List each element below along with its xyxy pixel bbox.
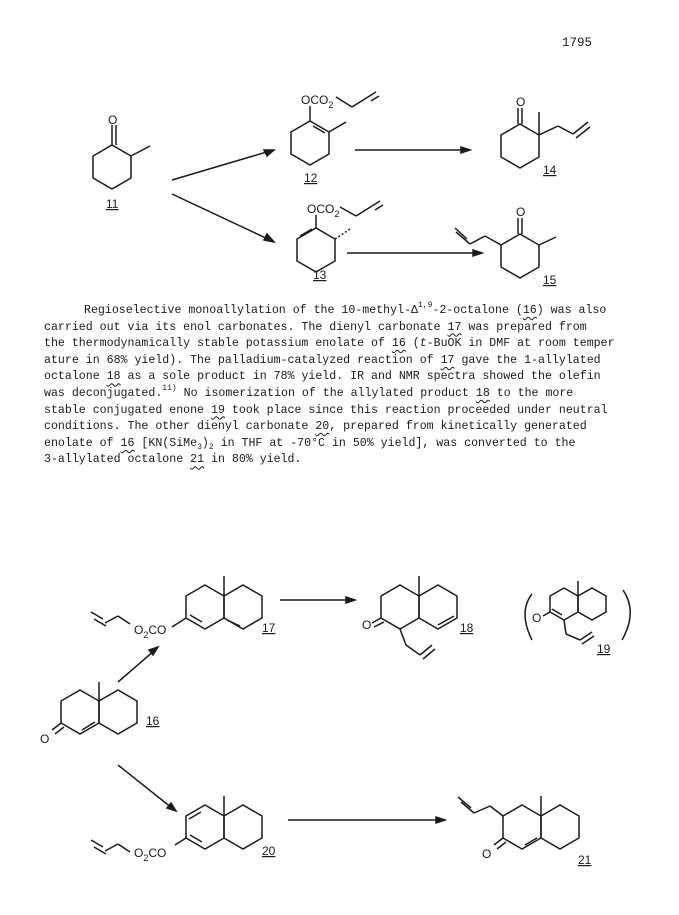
oxo-label-18: O <box>362 618 372 632</box>
oxo-label-14: O <box>516 95 526 109</box>
compound-label-12: 12 <box>304 171 318 185</box>
structure-11 <box>93 125 150 189</box>
structure-20 <box>91 796 262 854</box>
text-line-4: ature in 68% yield). The palladium-catalyzed reaction of 17 gave the 1-allylated <box>44 353 601 367</box>
ester-group-20: $O_2CO$ <box>134 846 167 863</box>
text-line-6: was deconjugated.$^{11)}$ No isomerization of the allylated product 18 to the more <box>44 383 574 400</box>
compound-label-14: 14 <box>543 163 557 177</box>
oxo-label-15: O <box>516 205 526 219</box>
page-number: 1795 <box>562 36 593 50</box>
structure-21 <box>458 796 579 849</box>
oxo-label: O <box>108 113 118 127</box>
text-line-3: the thermodynamically stable potassium enolate of 16 (t-BuOK in DMF at room temper <box>44 337 615 351</box>
reaction-arrows-scheme-2 <box>118 597 445 823</box>
compound-label-21: 21 <box>578 853 592 867</box>
structure-18 <box>372 576 457 659</box>
text-line-9: enolate of 16 [$KN(SiMe_3)_2$ in THF at -70°C in 50% yield], was converted to the <box>44 436 576 452</box>
text-line-8: conditions. The other dienyl carbonate 20, prepared from kinetically generated <box>44 420 587 434</box>
compound-label-17: 17 <box>262 621 276 635</box>
scheme-2 <box>0 560 679 900</box>
text-line-10: 3-allylated octalone 21 in 80% yield. <box>44 453 302 467</box>
scheme-1 <box>0 80 679 290</box>
compound-label-16: 16 <box>146 714 160 728</box>
oxo-label-16: O <box>40 732 50 746</box>
oxo-label-21: O <box>482 847 492 861</box>
carbonate-group-13: $OCO_2$ <box>307 202 340 219</box>
text-line-7: stable conjugated enone 19 took place since this reaction proceeded under neutral <box>44 403 608 417</box>
text-line-5: octalone 18 as a sole product in 78% yield. IR and NMR spectra showed the olefin <box>44 370 601 384</box>
compound-label-13: 13 <box>313 268 327 282</box>
compound-label-11: 11 <box>106 197 119 211</box>
structure-15 <box>455 218 556 278</box>
oxo-label-19: O <box>532 611 542 625</box>
ester-group-17: $O_2CO$ <box>134 623 167 640</box>
structure-14 <box>501 108 590 168</box>
compound-label-18: 18 <box>460 621 474 635</box>
structure-17 <box>91 576 262 629</box>
structure-16 <box>52 682 137 734</box>
compound-label-19: 19 <box>597 642 611 656</box>
text-line-2: carried out via its enol carbonates. The dienyl carbonate 17 was prepared from <box>44 320 587 334</box>
carbonate-group-12: $OCO_2$ <box>301 93 334 110</box>
body-paragraph <box>44 303 664 469</box>
text-line-1: Regioselective monoallylation of the $10-methyl-\Delta^{1,9}-2$-octalone (16) was also <box>84 301 607 317</box>
compound-label-20: 20 <box>262 844 276 858</box>
compound-label-15: 15 <box>543 273 557 287</box>
